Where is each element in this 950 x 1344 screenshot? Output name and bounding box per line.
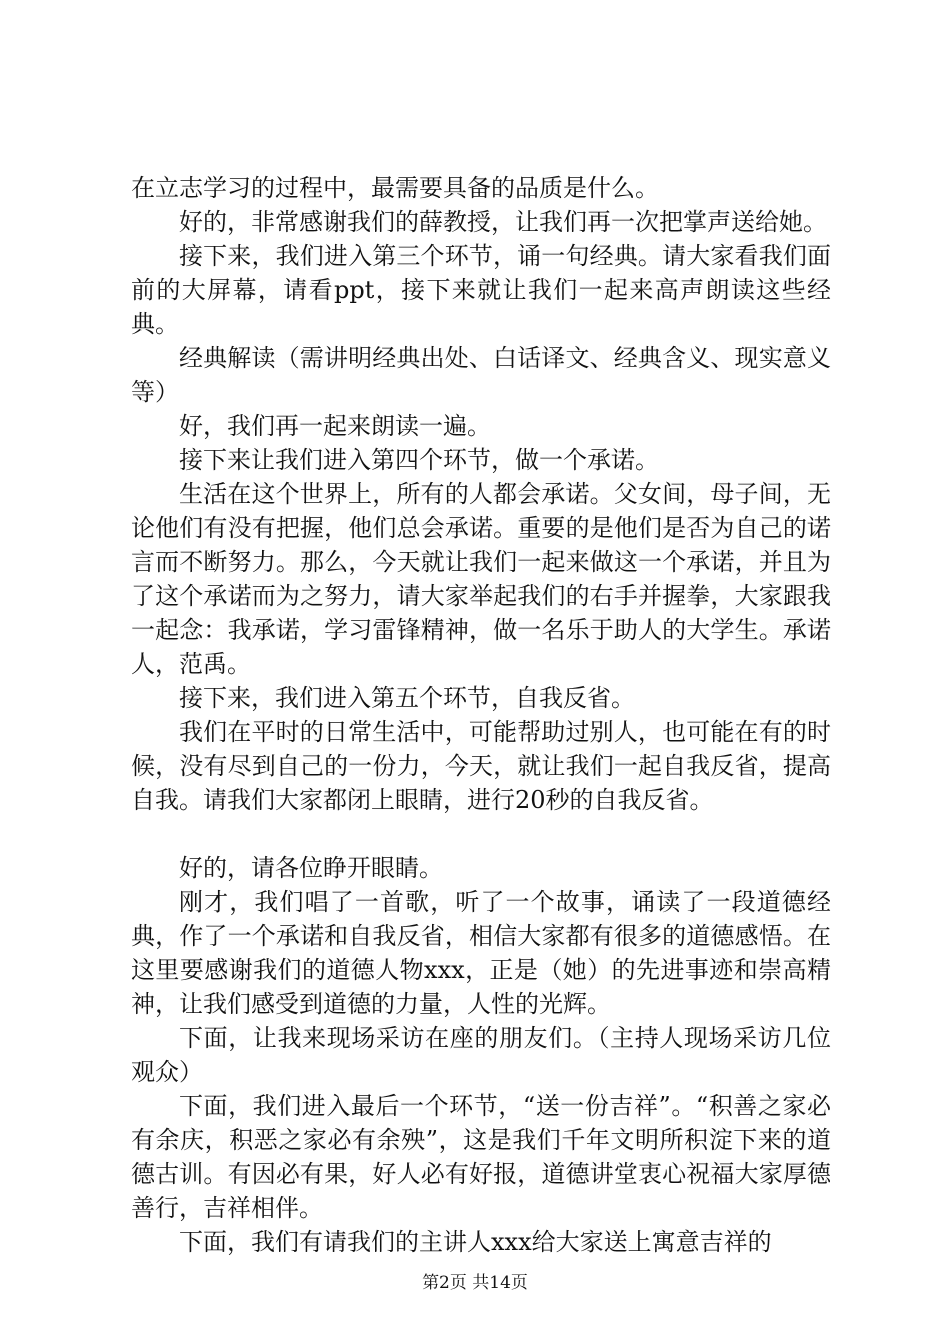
- paragraph: 接下来，我们进入第三个环节，诵一句经典。请大家看我们面前的大屏幕，请看ppt，接下来就让我们一起来高声朗读这些经典。: [131, 242, 831, 338]
- paragraph: 下面，我们有请我们的主讲人xxx给大家送上寓意吉祥的: [179, 1228, 772, 1256]
- paragraph: 好的，请各位睁开眼睛。: [179, 854, 443, 882]
- paragraph: 下面，我们进入最后一个环节，“送一份吉祥”。“积善之家必有余庆，积恶之家必有余殃”，这是我们千年文明所积淀下来的道德古训。有因必有果，好人必有好报，道德讲堂衷心祝福大家厚德善行，吉祥相伴。: [131, 1092, 831, 1222]
- page-footer: 第2页 共14页: [422, 1273, 528, 1293]
- paragraph: 我们在平时的日常生活中，可能帮助过别人，也可能在有的时候，没有尽到自己的一份力，今天，就让我们一起自我反省，提高自我。请我们大家都闭上眼睛，进行20秒的自我反省。: [131, 718, 831, 814]
- paragraph: 好，我们再一起来朗读一遍。: [179, 412, 491, 440]
- paragraph: 在立志学习的过程中，最需要具备的品质是什么。: [131, 174, 659, 202]
- paragraph: 经典解读（需讲明经典出处、白话译文、经典含义、现实意义等）: [131, 344, 831, 406]
- document-body: [131, 171, 831, 1259]
- paragraph: 生活在这个世界上，所有的人都会承诺。父女间，母子间，无论他们有没有把握，他们总会承诺。重要的是他们是否为自己的诺言而不断努力。那么，今天就让我们一起来做这一个承诺，并且为了这个承诺而为之努力，请大家举起我们的右手并握拳，大家跟我一起念：我承诺，学习雷锋精神，做一名乐于助人的大学生。承诺人，范禹。: [131, 480, 831, 678]
- paragraph: 下面，让我来现场采访在座的朋友们。（主持人现场采访几位观众）: [131, 1024, 831, 1086]
- paragraph: 接下来让我们进入第四个环节，做一个承诺。: [179, 446, 659, 474]
- paragraph: 好的，非常感谢我们的薛教授，让我们再一次把掌声送给她。: [179, 208, 827, 236]
- paragraph: 接下来，我们进入第五个环节，自我反省。: [179, 684, 635, 712]
- paragraph: 刚才，我们唱了一首歌，听了一个故事，诵读了一段道德经典，作了一个承诺和自我反省，相信大家都有很多的道德感悟。在这里要感谢我们的道德人物xxx，正是（她）的先进事迹和崇高精神，让我们感受到道德的力量，人性的光辉。: [131, 888, 831, 1018]
